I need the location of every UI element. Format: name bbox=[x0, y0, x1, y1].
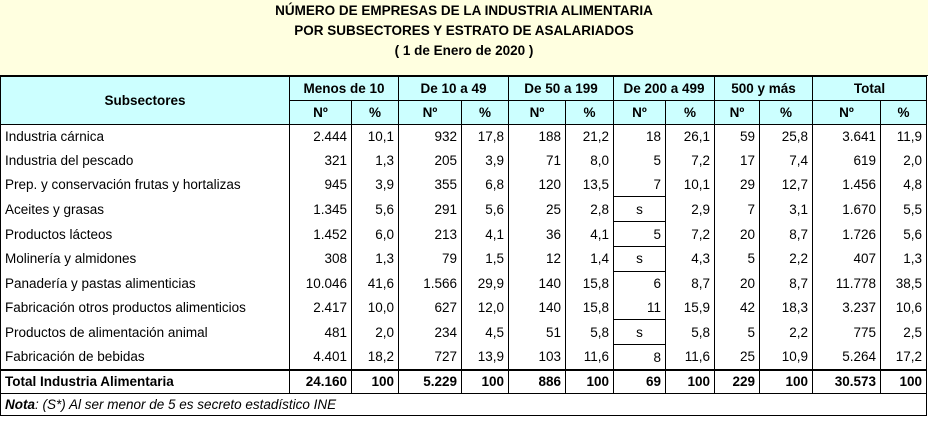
count-cell: 20 bbox=[715, 222, 760, 247]
percent-cell: 2,0 bbox=[881, 149, 927, 173]
count-cell: 6 bbox=[614, 271, 666, 295]
percent-cell: 4,5 bbox=[462, 320, 509, 345]
percent-cell: 21,2 bbox=[566, 125, 614, 149]
title-line-1: NÚMERO DE EMPRESAS DE LA INDUSTRIA ALIMENTARIA bbox=[275, 3, 653, 18]
subheader-num: Nº bbox=[813, 101, 881, 125]
count-cell: 213 bbox=[399, 222, 462, 247]
percent-cell: 5,8 bbox=[566, 320, 614, 345]
percent-cell: 8,7 bbox=[760, 222, 813, 247]
subsector-name: Productos lácteos bbox=[1, 222, 290, 247]
percent-cell: 3,1 bbox=[760, 197, 813, 222]
count-cell: 1.452 bbox=[290, 222, 352, 247]
percent-cell: 12,0 bbox=[462, 296, 509, 320]
table-row bbox=[1, 125, 927, 149]
percent-cell: 38,5 bbox=[881, 271, 927, 295]
percent-cell: 15,9 bbox=[666, 296, 715, 320]
percent-cell: 2,2 bbox=[760, 320, 813, 345]
subsector-name: Productos de alimentación animal bbox=[1, 320, 290, 345]
count-cell: 5.264 bbox=[813, 345, 881, 370]
count-cell: 5 bbox=[614, 149, 666, 173]
count-cell: 205 bbox=[399, 149, 462, 173]
table-row bbox=[1, 320, 927, 345]
header-row bbox=[1, 77, 927, 101]
percent-cell: 8,7 bbox=[666, 271, 715, 295]
percent-cell: 10,0 bbox=[352, 296, 399, 320]
count-cell: 945 bbox=[290, 173, 352, 197]
subheader-pct: % bbox=[666, 101, 715, 125]
count-cell: 1.670 bbox=[813, 197, 881, 222]
count-cell: 69 bbox=[614, 370, 666, 394]
count-cell: 59 bbox=[715, 125, 760, 149]
count-cell: 291 bbox=[399, 197, 462, 222]
count-cell: 42 bbox=[715, 296, 760, 320]
percent-cell: 2,5 bbox=[881, 320, 927, 345]
percent-cell: 25,8 bbox=[760, 125, 813, 149]
subheader-pct: % bbox=[352, 101, 399, 125]
percent-cell: 100 bbox=[352, 370, 399, 394]
count-cell: 11 bbox=[614, 296, 666, 320]
header-group: 500 y más bbox=[715, 77, 813, 101]
report-title bbox=[0, 0, 928, 76]
percent-cell: 8,7 bbox=[760, 271, 813, 295]
percent-cell: 1,3 bbox=[352, 149, 399, 173]
count-cell: 10.046 bbox=[290, 271, 352, 295]
subheader-pct: % bbox=[462, 101, 509, 125]
count-cell: 24.160 bbox=[290, 370, 352, 394]
percent-cell: 18,2 bbox=[352, 345, 399, 370]
percent-cell: 6,8 bbox=[462, 173, 509, 197]
count-cell: 7 bbox=[614, 173, 666, 197]
percent-cell: 2,8 bbox=[566, 197, 614, 222]
subheader-num: Nº bbox=[614, 101, 666, 125]
subheader-pct: % bbox=[566, 101, 614, 125]
percent-cell: 5,8 bbox=[666, 320, 715, 345]
table-row bbox=[1, 149, 927, 173]
percent-cell: 100 bbox=[881, 370, 927, 394]
header-group: Total bbox=[813, 77, 927, 101]
header-group: De 50 a 199 bbox=[509, 77, 614, 101]
percent-cell: 13,5 bbox=[566, 173, 614, 197]
percent-cell: 8,0 bbox=[566, 149, 614, 173]
table-row bbox=[1, 246, 927, 271]
subheader-pct: % bbox=[760, 101, 813, 125]
subheader-num: Nº bbox=[290, 101, 352, 125]
note-text: : (S*) Al ser menor de 5 es secreto estadístico INE bbox=[35, 396, 337, 412]
count-cell: 1.566 bbox=[399, 271, 462, 295]
percent-cell: 7,2 bbox=[666, 222, 715, 247]
table-row bbox=[1, 173, 927, 197]
count-cell: s bbox=[614, 197, 666, 222]
table-row bbox=[1, 197, 927, 222]
percent-cell: 10,6 bbox=[881, 296, 927, 320]
count-cell: 140 bbox=[509, 296, 566, 320]
count-cell: 3.237 bbox=[813, 296, 881, 320]
table-row bbox=[1, 222, 927, 247]
subsector-name: Industria del pescado bbox=[1, 149, 290, 173]
count-cell: 321 bbox=[290, 149, 352, 173]
percent-cell: 5,6 bbox=[881, 222, 927, 247]
count-cell: s bbox=[614, 320, 666, 345]
count-cell: 79 bbox=[399, 246, 462, 271]
count-cell: 775 bbox=[813, 320, 881, 345]
count-cell: 308 bbox=[290, 246, 352, 271]
percent-cell: 18,3 bbox=[760, 296, 813, 320]
count-cell: 407 bbox=[813, 246, 881, 271]
count-cell: 103 bbox=[509, 345, 566, 370]
percent-cell: 5,5 bbox=[881, 197, 927, 222]
subheader-pct: % bbox=[881, 101, 927, 125]
count-cell: 481 bbox=[290, 320, 352, 345]
count-cell: 188 bbox=[509, 125, 566, 149]
count-cell: 25 bbox=[715, 345, 760, 370]
header-group: De 10 a 49 bbox=[399, 77, 509, 101]
percent-cell: 100 bbox=[760, 370, 813, 394]
count-cell: 1.345 bbox=[290, 197, 352, 222]
percent-cell: 5,6 bbox=[462, 197, 509, 222]
count-cell: 140 bbox=[509, 271, 566, 295]
count-cell: 17 bbox=[715, 149, 760, 173]
percent-cell: 17,2 bbox=[881, 345, 927, 370]
subsector-name: Molinería y almidones bbox=[1, 246, 290, 271]
percent-cell: 15,8 bbox=[566, 271, 614, 295]
count-cell: 229 bbox=[715, 370, 760, 394]
percent-cell: 10,1 bbox=[666, 173, 715, 197]
table-row bbox=[1, 345, 927, 370]
percent-cell: 100 bbox=[566, 370, 614, 394]
subsector-name: Fabricación otros productos alimenticios bbox=[1, 296, 290, 320]
header-subsectores: Subsectores bbox=[1, 77, 290, 125]
count-cell: 30.573 bbox=[813, 370, 881, 394]
count-cell: 5.229 bbox=[399, 370, 462, 394]
subsector-name: Panadería y pastas alimenticias bbox=[1, 271, 290, 295]
percent-cell: 4,1 bbox=[566, 222, 614, 247]
percent-cell: 10,1 bbox=[352, 125, 399, 149]
data-table bbox=[0, 76, 927, 416]
percent-cell: 17,8 bbox=[462, 125, 509, 149]
percent-cell: 26,1 bbox=[666, 125, 715, 149]
count-cell: 20 bbox=[715, 271, 760, 295]
percent-cell: 1,4 bbox=[566, 246, 614, 271]
percent-cell: 29,9 bbox=[462, 271, 509, 295]
subheader-num: Nº bbox=[715, 101, 760, 125]
percent-cell: 1,3 bbox=[352, 246, 399, 271]
percent-cell: 4,1 bbox=[462, 222, 509, 247]
count-cell: 36 bbox=[509, 222, 566, 247]
count-cell: 4.401 bbox=[290, 345, 352, 370]
percent-cell: 2,0 bbox=[352, 320, 399, 345]
percent-cell: 3,9 bbox=[462, 149, 509, 173]
count-cell: 29 bbox=[715, 173, 760, 197]
percent-cell: 11,6 bbox=[666, 345, 715, 370]
percent-cell: 7,2 bbox=[666, 149, 715, 173]
count-cell: s bbox=[614, 246, 666, 271]
count-cell: 1.456 bbox=[813, 173, 881, 197]
count-cell: 18 bbox=[614, 125, 666, 149]
total-row bbox=[1, 370, 927, 394]
count-cell: 11.778 bbox=[813, 271, 881, 295]
title-line-3: ( 1 de Enero de 2020 ) bbox=[394, 43, 534, 58]
count-cell: 5 bbox=[715, 320, 760, 345]
header-group: De 200 a 499 bbox=[614, 77, 715, 101]
percent-cell: 10,9 bbox=[760, 345, 813, 370]
count-cell: 5 bbox=[715, 246, 760, 271]
count-cell: 51 bbox=[509, 320, 566, 345]
count-cell: 5 bbox=[614, 222, 666, 247]
subheader-num: Nº bbox=[509, 101, 566, 125]
percent-cell: 100 bbox=[462, 370, 509, 394]
subsector-name: Fabricación de bebidas bbox=[1, 345, 290, 370]
count-cell: 71 bbox=[509, 149, 566, 173]
count-cell: 627 bbox=[399, 296, 462, 320]
percent-cell: 41,6 bbox=[352, 271, 399, 295]
subsector-name: Aceites y grasas bbox=[1, 197, 290, 222]
count-cell: 2.444 bbox=[290, 125, 352, 149]
table-row bbox=[1, 271, 927, 295]
count-cell: 3.641 bbox=[813, 125, 881, 149]
note-row bbox=[1, 393, 927, 415]
count-cell: 1.726 bbox=[813, 222, 881, 247]
percent-cell: 2,2 bbox=[760, 246, 813, 271]
percent-cell: 100 bbox=[666, 370, 715, 394]
percent-cell: 7,4 bbox=[760, 149, 813, 173]
count-cell: 355 bbox=[399, 173, 462, 197]
percent-cell: 15,8 bbox=[566, 296, 614, 320]
note-label: Nota bbox=[5, 396, 35, 412]
percent-cell: 6,0 bbox=[352, 222, 399, 247]
count-cell: 8 bbox=[614, 345, 666, 370]
count-cell: 727 bbox=[399, 345, 462, 370]
count-cell: 234 bbox=[399, 320, 462, 345]
percent-cell: 1,5 bbox=[462, 246, 509, 271]
title-line-2: POR SUBSECTORES Y ESTRATO DE ASALARIADOS bbox=[294, 23, 634, 38]
percent-cell: 4,8 bbox=[881, 173, 927, 197]
percent-cell: 3,9 bbox=[352, 173, 399, 197]
subsector-name: Total Industria Alimentaria bbox=[1, 370, 290, 394]
note bbox=[1, 393, 927, 415]
table-body bbox=[1, 125, 927, 416]
percent-cell: 2,9 bbox=[666, 197, 715, 222]
count-cell: 2.417 bbox=[290, 296, 352, 320]
count-cell: 932 bbox=[399, 125, 462, 149]
percent-cell: 4,3 bbox=[666, 246, 715, 271]
subsector-name: Prep. y conservación frutas y hortalizas bbox=[1, 173, 290, 197]
table-row bbox=[1, 296, 927, 320]
percent-cell: 11,6 bbox=[566, 345, 614, 370]
count-cell: 7 bbox=[715, 197, 760, 222]
subsector-name: Industria cárnica bbox=[1, 125, 290, 149]
percent-cell: 11,9 bbox=[881, 125, 927, 149]
percent-cell: 1,3 bbox=[881, 246, 927, 271]
count-cell: 12 bbox=[509, 246, 566, 271]
percent-cell: 13,9 bbox=[462, 345, 509, 370]
count-cell: 120 bbox=[509, 173, 566, 197]
percent-cell: 5,6 bbox=[352, 197, 399, 222]
count-cell: 619 bbox=[813, 149, 881, 173]
header-group: Menos de 10 bbox=[290, 77, 399, 101]
percent-cell: 12,7 bbox=[760, 173, 813, 197]
count-cell: 886 bbox=[509, 370, 566, 394]
count-cell: 25 bbox=[509, 197, 566, 222]
subheader-num: Nº bbox=[399, 101, 462, 125]
